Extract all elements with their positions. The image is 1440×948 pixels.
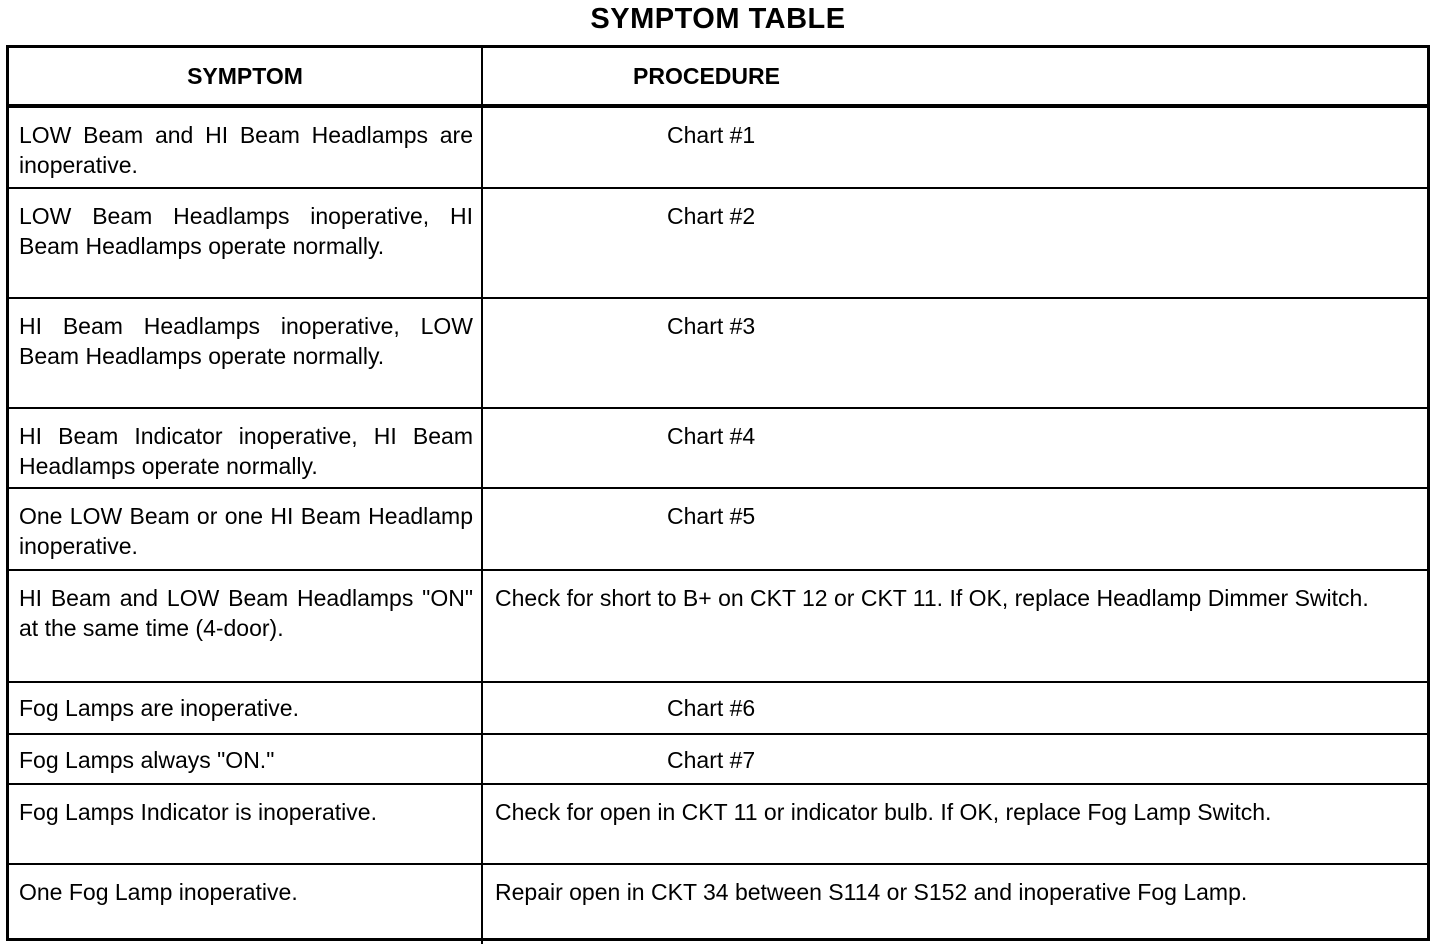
table-row [9,682,1427,734]
page-title: SYMPTOM TABLE [590,3,846,35]
symptom-table [6,45,1430,941]
procedure-column-header: PROCEDURE [482,48,1427,106]
procedure-cell [482,734,1427,784]
procedure-cell [482,298,1427,408]
symptom-text: LOW Beam Headlamps inoperative, HI Beam Headlamps operate normally. [19,203,473,259]
symptom-cell [9,488,482,570]
table-row [9,784,1427,864]
procedure-cell [482,570,1427,682]
procedure-cell [482,784,1427,864]
procedure-chart-ref: Chart #5 [667,503,756,529]
procedure-text: Repair open in CKT 34 between S114 or S152 and inoperative Fog Lamp. [495,879,1248,905]
table-row [9,188,1427,298]
table-row [9,864,1427,944]
table-row [9,408,1427,488]
symptom-cell [9,408,482,488]
procedure-text: Check for short to B+ on CKT 12 or CKT 11. If OK, replace Headlamp Dimmer Switch. [495,585,1369,611]
symptom-cell [9,570,482,682]
procedure-chart-ref: Chart #3 [667,313,756,339]
symptom-text: Fog Lamps Indicator is inoperative. [19,799,377,825]
symptom-text: One Fog Lamp inoperative. [19,879,298,905]
table-header-row [9,48,1427,106]
procedure-cell [482,106,1427,188]
symptom-text: HI Beam Indicator inoperative, HI Beam Headlamps operate normally. [19,423,473,479]
procedure-chart-ref: Chart #7 [667,747,756,773]
symptom-cell [9,298,482,408]
procedure-cell [482,682,1427,734]
procedure-chart-ref: Chart #2 [667,203,756,229]
symptom-cell [9,784,482,864]
table-row [9,734,1427,784]
symptom-cell [9,864,482,944]
symptom-cell [9,734,482,784]
procedure-text: Check for open in CKT 11 or indicator bulb. If OK, replace Fog Lamp Switch. [495,799,1272,825]
table-row [9,106,1427,188]
symptom-text: Fog Lamps always "ON." [19,747,275,773]
symptom-text: HI Beam Headlamps inoperative, LOW Beam Headlamps operate normally. [19,313,473,369]
procedure-cell [482,864,1427,944]
symptom-cell [9,682,482,734]
procedure-chart-ref: Chart #6 [667,695,756,721]
table-row [9,570,1427,682]
symptom-text: Fog Lamps are inoperative. [19,695,299,721]
symptom-text: HI Beam and LOW Beam Headlamps "ON" at the same time (4-door). [19,585,473,641]
procedure-chart-ref: Chart #4 [667,423,756,449]
procedure-cell [482,408,1427,488]
procedure-chart-ref: Chart #1 [667,122,756,148]
table-row [9,488,1427,570]
symptom-cell [9,188,482,298]
symptom-table-grid [9,48,1427,944]
procedure-cell [482,488,1427,570]
procedure-cell [482,188,1427,298]
symptom-column-header: SYMPTOM [9,48,482,106]
symptom-text: LOW Beam and HI Beam Headlamps are inoperative. [19,122,473,178]
symptom-text: One LOW Beam or one HI Beam Headlamp inoperative. [19,503,473,559]
table-row [9,298,1427,408]
symptom-cell [9,106,482,188]
